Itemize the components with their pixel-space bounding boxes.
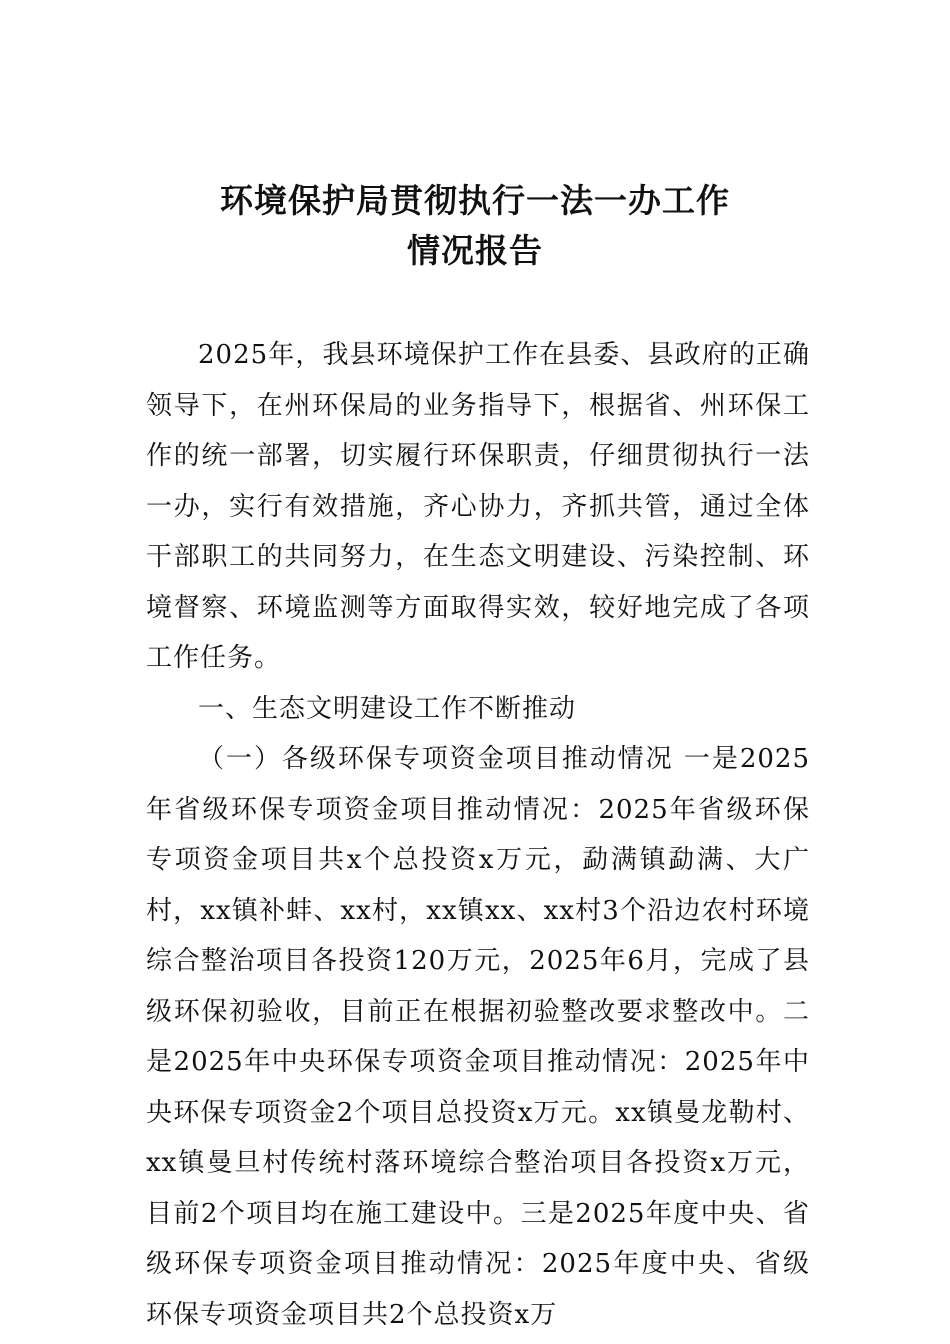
intro-paragraph: 2025年，我县环境保护工作在县委、县政府的正确领导下，在州环保局的业务指导下，根据省、州环保工作的统一部署，切实履行环保职责，仔细贯彻执行一法一办，实行有效措施，齐心协力，齐抓共管，通过全体干部职工的共同努力，在生态文明建设、污染控制、环境督察、环境监测等方面取得实效，较好地完成了各项工作任务。 — [146, 340, 810, 673]
section-heading: 一、生态文明建设工作不断推动 — [198, 693, 577, 724]
subsection-paragraph: （一）各级环保专项资金项目推动情况 一是2025年省级环保专项资金项目推动情况：2025年省级环保专项资金项目共x个总投资x万元，勐满镇勐满、大广村，xx镇补蚌、xx村，xx镇xx、xx村3个沿边农村环境综合整治项目各投资120万元，2025年6月，完成了县级环保初验收，目前正在根据初验整改要求整改中。二是2025年中央环保专项资金项目推动情况：2025年中央环保专项资金2个项目总投资x万元。xx镇曼龙勒村、xx镇曼旦村传统村落环境综合整治项目各投资x万元，目前2个项目均在施工建设中。三是2025年度中央、省级环保专项资金项目推动情况：2025年度中央、省级环保专项资金项目共2个总投资x万 — [146, 744, 810, 1330]
document-title-line-1: 环境保护局贯彻执行一法一办工作 — [220, 181, 730, 220]
document-body — [146, 330, 810, 1340]
document-title-line-2: 情况报告 — [407, 231, 543, 270]
